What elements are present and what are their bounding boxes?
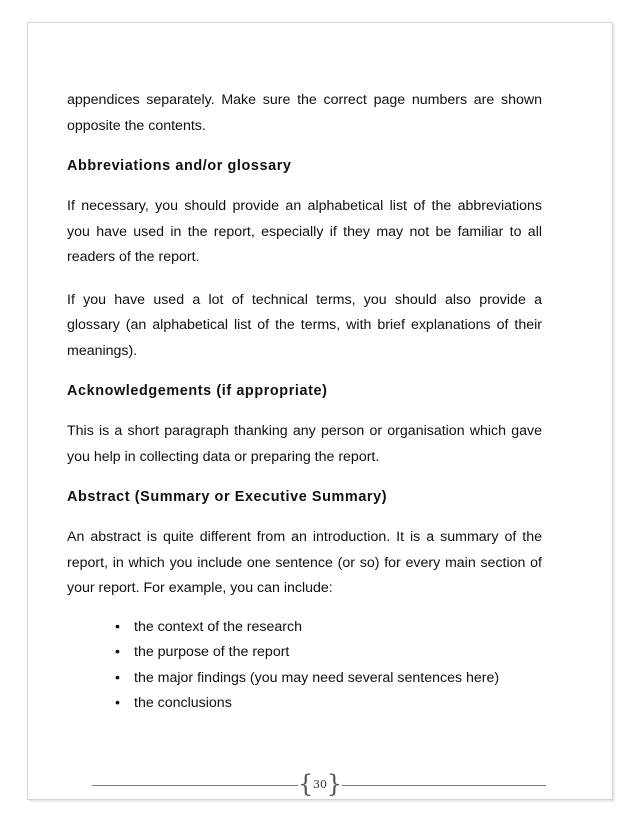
- page-number-box: [298, 772, 342, 798]
- right-brace-icon: }: [326, 770, 342, 798]
- document-body: [67, 88, 542, 717]
- left-brace-icon: {: [298, 770, 314, 798]
- heading-abbreviations: Abbreviations and/or glossary: [67, 158, 292, 174]
- acknowledgements-paragraph: This is a short paragraph thanking any person or organisation which gave you help in collecting data or preparing the report.: [67, 423, 542, 465]
- heading-abstract: Abstract (Summary or Executive Summary): [67, 489, 388, 505]
- abstract-paragraph: An abstract is quite different from an introduction. It is a summary of the report, in which you include one sentence (or so) for every main section of your report. For example, you can include:: [67, 529, 542, 596]
- intro-paragraph: appendices separately. Make sure the correct page numbers are shown opposite the contents.: [67, 92, 542, 134]
- abbreviations-paragraph-1: If necessary, you should provide an alphabetical list of the abbreviations you have used in the report, especially if they may not be familiar to all readers of the report.: [67, 198, 542, 265]
- bullet-icon: •: [115, 618, 120, 635]
- bullet-icon: •: [115, 644, 120, 660]
- list-item-text: the major findings (you may need several sentences here): [134, 669, 500, 686]
- abbreviations-paragraph-2: If you have used a lot of technical terms, you should also provide a glossary (an alphabetical list of the terms, with brief explanations of their meanings).: [67, 291, 542, 359]
- page-number: 30: [313, 778, 327, 791]
- bullet-icon: •: [115, 695, 120, 711]
- page-footer: [92, 772, 546, 798]
- list-item: [115, 691, 542, 717]
- bullet-icon: •: [115, 669, 120, 686]
- list-item-text: the purpose of the report: [134, 644, 290, 660]
- list-item-text: the context of the research: [134, 618, 302, 635]
- list-item: [115, 615, 542, 641]
- list-item-text: the conclusions: [134, 695, 232, 711]
- heading-acknowledgements: Acknowledgements (if appropriate): [67, 383, 328, 399]
- abstract-bullet-list: [67, 615, 542, 717]
- list-item: [115, 640, 542, 666]
- list-item: [115, 666, 542, 692]
